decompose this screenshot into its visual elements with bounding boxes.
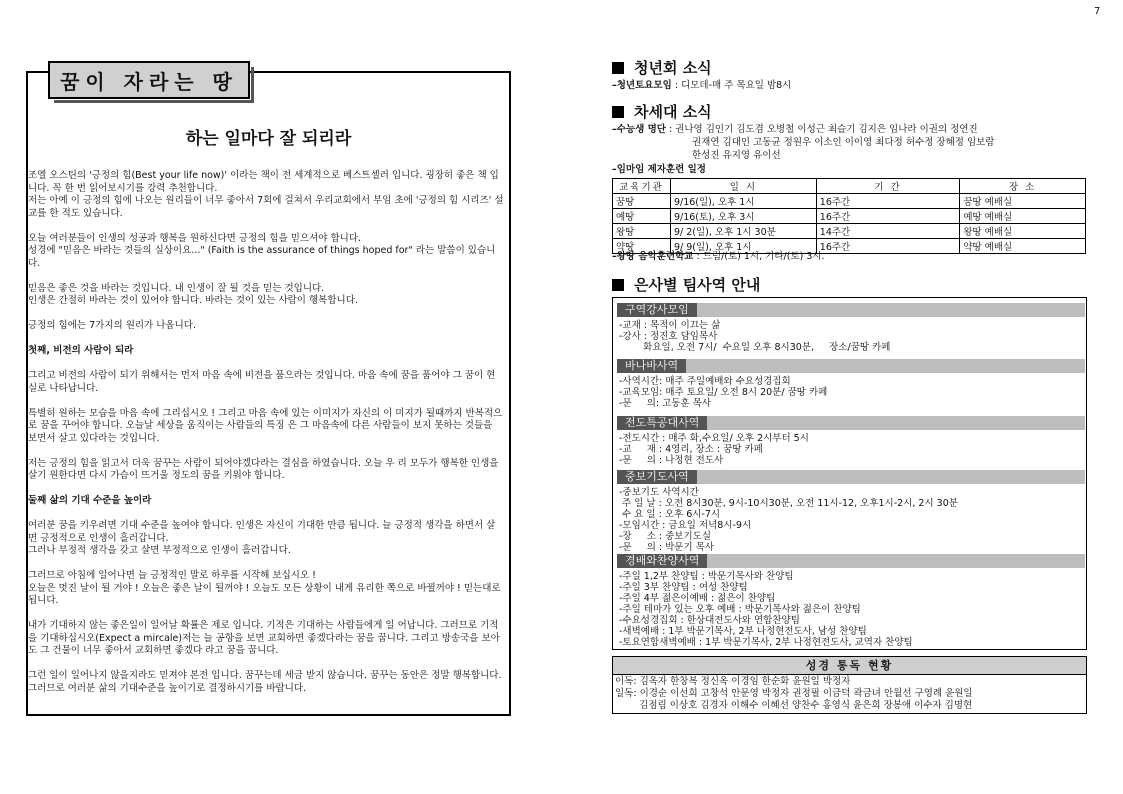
exam-students-line: 한성진 유지영 유이선: [692, 150, 781, 161]
sermon-paragraph: 그런 일이 일어나지 않을지라도 믿져야 본전 입니다. 꿈꾸는데 세금 받지 않습니다. 꿈꾸는 동안은 정말 행복합니다. 그러므로 여러분 삶의 기대수준을 높이기로 결정하시기를 바랍니다.: [28, 670, 502, 694]
team-details: -사역시간: 매주 주일예배와 수요성경집회 -교육모임: 매주 토요일/ 오전 8시 20분/ 꿈땅 카페 -문 의: 고동훈 목사: [619, 376, 828, 409]
next-gen-heading: 차세대 소식: [612, 101, 712, 122]
table-cell: 16주간: [816, 194, 960, 209]
table-cell: 16주간: [816, 239, 960, 254]
team-details: -교재 : 목적이 이끄는 삶 -강사 : 정진호 담임목사 화요일, 오전 7시/ 수요일 오후 8시30분, 장소/꿈땅 카페: [619, 320, 891, 353]
sermon-subheading: 첫째, 비전의 사람이 되라: [28, 345, 134, 356]
sermon-paragraph: 특별히 원하는 모습을 마음 속에 그리십시오 ! 그리고 마음 속에 있는 이미지가 자신의 이 미지가 될때까지 반복적으로 꿈을 꾸어야 합니다. 오늘날 세상을 움직이는 사람들의 특징 은 그 마음속에 다른 사람들이 보지 못하는 것들을 보면서 살고 있다라는 것입니다.: [28, 407, 503, 444]
table-cell: 약땅: [613, 239, 671, 254]
table-cell: 약땅 예배실: [960, 239, 1086, 254]
training-title: –임마임 제자훈련 일정: [612, 164, 706, 175]
team-details: -주일 1,2부 찬양팀 : 박문기목사와 찬양팀 -주일 3부 찬양팀 : 여성 찬양팀 -주일 4부 젊은이예배 : 젊은이 찬양팀 -주일 테마가 있는 오후 예배 : 박문기목사와 젊은이 찬양팀 -수요성경집회 : 한상대전도사와 연합찬양팀 -새벽예배 : 1부 박문기목사, 2부 나정현전도사, 남성 찬양팀 -토요연합새벽예배 : 1부 박문기목사, 2부 나정현전도사, 교역자 찬양팀: [619, 571, 913, 648]
sermon-paragraph: 긍정의 힘에는 7가지의 원리가 나옵니다.: [28, 320, 196, 331]
table-row: [613, 224, 1086, 239]
table-row: [613, 194, 1086, 209]
sermon-title: 하는 일마다 잘 되리라: [185, 129, 352, 149]
sermon-paragraph: 저는 긍정의 힘을 읽고서 더욱 꿈꾸는 사람이 되어야겠다라는 결심을 하였습니다. 오늘 우 리 모두가 행복한 인생을 살기 원한다면 다시 가슴이 뜨거울 정도의 꿈을 키워야 합니다.: [28, 457, 499, 481]
table-header: 교육기관: [613, 179, 671, 194]
sermon-paragraph: 오늘 여러분들이 인생의 성공과 행복을 원하신다면 긍정의 힘을 믿으셔야 합니다. 성경에 "믿음은 바라는 것들의 실상이요..." (Faith is the assurance of things hoped for" 라는 말씀이 있습니다.: [28, 232, 496, 269]
sermon-paragraph: 믿음은 좋은 것을 바라는 것입니다. 내 인생이 잘 될 것을 믿는 것입니다. 인생은 간절히 바라는 것이 있어야 합니다. 바라는 것이 있는 사람이 행복합니다.: [28, 282, 358, 306]
team-header: 구역강사모임: [617, 303, 1085, 317]
team-header: 전도특공대사역: [617, 416, 1085, 430]
exam-students-line: –수능생 명단 : 권나영 김인기 김도겸 오병철 이성근 최슬기 김지은 임나라 이권의 정연진: [612, 124, 978, 135]
sermon-paragraph: 내가 기대하지 않는 좋은일이 일어날 확률은 제로 입니다. 기적은 기대하는 사람들에게 일 어납니다. 그러므로 기적을 기대하십시오(Expect a mircale)저는 늘 공항을 보면 교회하면 좋겠다라는 꿈을 꿉니다. 그리고 방송국을 보아도 그 건물이 너무 좋아서 교회하면 좋겠다 라고 꿈을 꿉니다.: [28, 620, 500, 656]
table-cell: 예땅 예배실: [960, 209, 1086, 224]
table-cell: 16주간: [816, 209, 960, 224]
exam-students-line: 권재연 김대인 고동균 정원우 이소인 이이영 최다정 허수정 장혜정 임보람: [692, 137, 995, 148]
table-header: 기 간: [816, 179, 960, 194]
page-number: 7: [1094, 6, 1101, 17]
youth-meeting-line: –청년토요모임 : 디모데-매 주 목요일 밤8시: [612, 80, 792, 91]
table-cell: 왕땅 예배실: [960, 224, 1086, 239]
sermon-body: [28, 170, 504, 708]
black-square-icon: [612, 279, 624, 291]
table-cell: 왕땅: [613, 224, 671, 239]
table-cell: 9/ 9(일), 오후 1시: [670, 239, 816, 254]
team-header: 중보기도사역: [617, 470, 1085, 484]
table-cell: 9/ 2(일), 오후 1시 30분: [670, 224, 816, 239]
team-details: -전도시간 : 매주 화,수요일/ 오후 2시부터 5시 -교 재 : 4영리, 장소 : 꿈땅 카페 -문 의 : 나정현 전도사: [619, 433, 809, 466]
training-schedule-table: [612, 178, 1086, 254]
team-ministry-heading: 은사별 팀사역 안내: [612, 274, 760, 295]
music-school-line: –왕땅 음악훈련학교 : 드럼/(토) 1시, 기타/(토) 3시.: [612, 251, 825, 262]
bible-reading-list: 이독: 김옥자 한창복 정신옥 이경임 한순화 윤원일 박정자 일독: 이경순 이선희 고창석 안문영 박정자 권정필 이금덕 곽금녀 안월선 구영례 윤원일 김점림 이상호 김경자 이해수 이혜선 양찬수 홍영식 윤은희 장봉애 이수자 김명현: [615, 676, 973, 711]
sermon-paragraph: 그리고 비전의 사람이 되기 위해서는 먼저 마음 속에 비전을 품으라는 것입니다. 마음 속에 꿈을 품어야 그 꿈이 현실로 나타납니다.: [28, 370, 496, 394]
table-header-row: [613, 179, 1086, 194]
team-header: 경배와찬양사역: [617, 554, 1085, 568]
sermon-paragraph: 그러므로 아침에 일어나면 늘 긍정적인 말로 하루를 시작해 보십시오 ! 오늘은 멋진 날이 될 거야 ! 오늘은 좋은 날이 될꺼야 ! 오늘도 모든 상황이 내게 유리한 쪽으로 바뀔꺼야 ! 믿는대로 됩니다.: [28, 570, 501, 606]
black-square-icon: [612, 62, 624, 74]
table-header: 장 소: [960, 179, 1086, 194]
table-cell: 9/16(일), 오후 1시: [670, 194, 816, 209]
table-header: 일 시: [670, 179, 816, 194]
black-square-icon: [612, 106, 624, 118]
sermon-subheading: 둘째 삶의 기대 수준을 높이라: [28, 495, 152, 506]
table-cell: 꿈땅: [613, 194, 671, 209]
team-header: 바나바사역: [617, 359, 1085, 373]
table-cell: 예땅: [613, 209, 671, 224]
team-details: -중보기도 사역시간 주 일 날 : 오전 8시30분, 9시-10시30분, 오전 11시-12, 오후1시-2시, 2시 30분 수 요 일 : 오후 6시-7시 -모임시간 : 금요일 저녁8시-9시 -장 소 : 중보기도실 -문 의 : 박문기 목사: [619, 487, 958, 553]
section-title-tab: 꿈이 자라는 땅: [48, 61, 250, 99]
sermon-paragraph: 조엘 오스틴의 '긍정의 힘(Best your life now)' 이라는 책이 전 세계적으로 베스트셀러 입니다. 굉장히 좋은 책 입니다. 꼭 한 번 읽어보시기를 강력 추천합니다. 저는 아예 이 긍정의 힘에 나오는 원리들이 너무 좋아서 7회에 걸쳐서 우리교회에서 부임 초에 '긍정의 힘 시리즈' 설교를 한 적도 있습니다.: [28, 170, 504, 219]
table-cell: 9/16(토), 오후 3시: [670, 209, 816, 224]
table-cell: 14주간: [816, 224, 960, 239]
table-row: [613, 209, 1086, 224]
bible-reading-title: 성경 통독 현황: [613, 657, 1086, 675]
youth-news-heading: 청년회 소식: [612, 57, 712, 78]
sermon-paragraph: 여러분 꿈을 키우려면 기대 수준을 높여야 합니다. 인생은 자신이 기대한 만큼 됩니다. 늘 긍정적 생각을 하면서 살면 긍정적으로 인생이 흘러갑니다. 그러나 부정적 생각을 갖고 살면 부정적으로 인생이 흘러갑니다.: [28, 520, 496, 556]
table-cell: 꿈땅 예배실: [960, 194, 1086, 209]
